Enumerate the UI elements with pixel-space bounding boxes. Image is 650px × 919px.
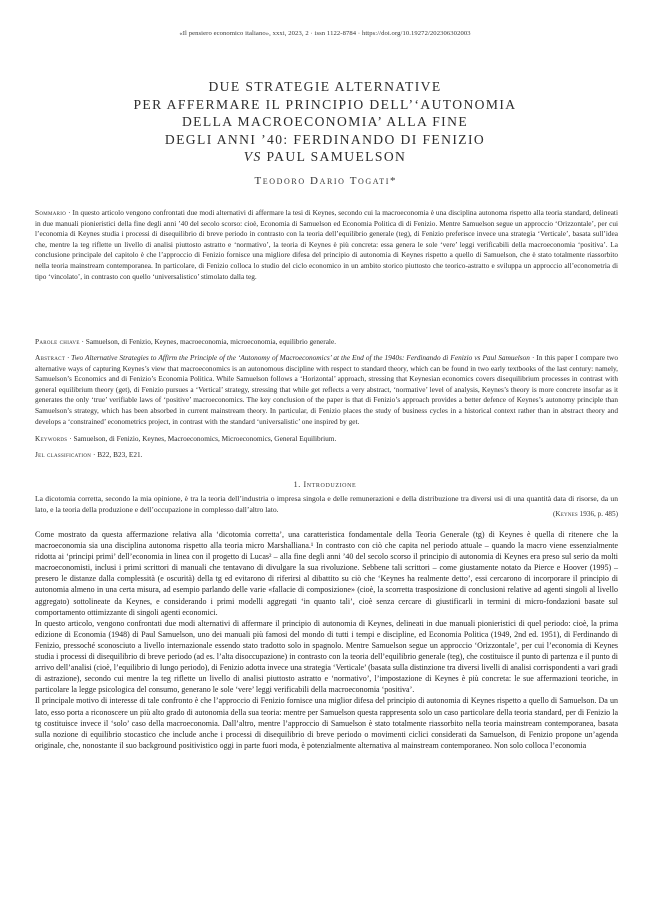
title-line-5 [60,148,590,166]
parole-chiave-text: · Samuelson, di Fenizio, Keynes, macroeconomia, microeconomia, equilibrio generale. [79,337,337,346]
epigraph-quote: La dicotomia corretta, secondo la mia opinione, è tra la teoria dell’industria o impresa singola e delle remunerazioni e della distribuzione tra diversi usi di una quantità data di risorse, da un lato, e la teoria della produzione e dell’occupazione in complesso dall’altro lato. [35,494,618,514]
epigraph-ref-author: Keynes [555,510,578,518]
section-heading: 1. Introduzione [293,480,357,489]
title-line-1: DUE STRATEGIE ALTERNATIVE [208,79,442,94]
abstract-title: · Two Alternative Strategies to Affirm the Principle of the ‘Autonomy of Macroeconomics’ at the End of the 1940s: Ferdinando di Fenizio vs Paul Samuelson [65,353,530,362]
epigraph-ref-rest: 1936, p. 485) [577,510,618,518]
jel-paragraph [35,450,618,461]
jel-text: · B22, B23, E21. [91,450,143,459]
epigraph-reference [553,510,618,518]
sommario-paragraph [35,208,618,282]
abstract-text: · In this paper I compare two alternative ways of capturing Keynes’s view that macroeconomics is an autonomous discipline with respect to standard theory, which can be found in two early textbooks of the last century: namely, Samuelson’s Economics and di Fenizio’s Economia Politica. While Samuelson follows a ‘Horizontal’ approach, stressing that Keynesian economics covers disequilibrium processes in contrast with general equilibrium theory (get), di Fenizio pursues a ‘Vertical’ strategy, stressing that while get reflects a very abstract, ‘normative’ level of analysis, Keynes’s theory is more concrete insofar as it generates the only ‘true’ verifiable laws of ‘positive’ macroeconomics. The key conclusion of the paper is that di Fenizio’s approach provides a better defence of Keynes’s autonomy principle than Samuelson’s strategy, which has been absorbed in current mainstream theory. In particular, di Fenizio places the study of business cycles in a historical context rather than in abstract theory and develops a ‘constrained’ econometrics project, in contrast with the standard ‘universalistic’ one inspired by get. [35,353,618,426]
title-line-2: PER AFFERMARE IL PRINCIPIO DELL’‘AUTONOMIA [133,96,517,112]
author-footnote-mark: * [390,175,396,187]
article-title [60,78,590,166]
sommario-text: · In questo articolo vengono confrontati due modi alternativi di affermare la tesi di Keynes, secondo cui la macroeconomia è una disciplina autonoma rispetto alla teoria standard, delineati in due manuali pionieristici della fine degli anni ’40 del secolo scorso: cioè, Economia di Samuelson ed Economia Politica di di Fenizio. Mentre Samuelson segue un approccio ‘Orizzontale’, per cui l’economia di Keynes studia i processi di disequilibrio di breve periodo in contrasto con la teoria dell’equilibrio generale (teg), di Fenizio preferisce invece una strategia ‘Verticale’, basata sull’idea che, mentre la teg riflette un livello di analisi piuttosto astratto e ‘normativo’, la teoria di Keynes è più concreta: essa genera le sole ‘vere’ leggi verificabili della macroeconomia ‘positiva’. La conclusione principale del capitolo è che l’approccio di Fenizio fornisce una migliore difesa del principio di autonomia di Keynes rispetto a quello di Samuelson, che è stato totalmente riassorbito nella teoria mainstream contemporanea. In particolare, di Fenizio colloca lo studio del ciclo economico in un ambito storico piuttosto che teorico-astratto e sviluppa un approccio all’econometria di tipo ‘vincolato’, in contrasto con quello ‘universalistico’ stimolato dalla teg. [35,208,618,281]
abstract-label: Abstract [35,353,66,362]
journal-header: «Il pensiero economico italiano», xxxi, 2023, 2 · issn 1122-8784 · https://doi.org/10.19272/202306302003 [179,30,471,37]
epigraph-ref-open: ( [552,510,556,518]
keywords-text: · Samuelson, di Fenizio, Keynes, Macroeconomics, Microeconomics, General Equilibrium. [67,434,337,443]
author-name [0,175,650,187]
keywords-label: Keywords [35,434,68,443]
body-text [35,529,618,751]
abstract-paragraph [35,353,618,427]
body-paragraph-2: In questo articolo, vengono confrontati due modi alternativi di affermare il principio di autonomia di Keynes, delineati in due manuali pionieristici di quel periodo: cioè, la prima edizione di Economia (1948) di Paul Samuelson, uno dei manuali più famosi del mondo di tutti i tempi e discipline, ed Economia Politica (1949, 2nd ed. 1951), di Ferdinando di Fenizio, pressoché sconosciuto a livello internazionale essendo stato tradotto solo in spagnolo. Mentre Samuelson segue un approccio ‘Orizzontale’, per cui l’economia di Keynes studia i processi di disequilibrio di breve periodo (ad es. l’alta disoccupazione) in contrasto con la teoria dell’equilibrio generale (teg), che costituisce il punto di partenza e il punto di arrivo dell’analisi (cioè, l’equilibrio di lungo periodo), di Fenizio adotta invece una strategia ‘Verticale’ (basata sulla distinzione tra diversi livelli di analisi corrispondenti a vari gradi di astrazione), secondo cui mentre la teg riflette un livello di analisi piuttosto astratto e ‘normativo’, l’impostazione di Keynes è più concreta: le sue affermazioni teoriche, in particolare la legge psicologica del consumo, generano le sole ‘vere’ leggi verificabili della macroeconomia ‘positiva’. [35,618,618,695]
body-paragraph-3: Il principale motivo di interesse di tale confronto è che l’approccio di Fenizio fornisce una miglior difesa del principio di autonomia di Keynes rispetto a quello di Samuelson. Da un lato, esso porta a riconoscere un più alto grado di autonomia della sua teoria: mentre per Samuelson questa rappresenta solo un caso particolare della teoria standard, per di Fenizio la tg costituisce invece il ‘solo’ caso della macroeconomia. Dall’altro, mentre l’approccio di Samuelson è stato totalmente riassorbito nella teoria mainstream contemporanea, basata sulla nozione di equilibrio stocastico che include anche i processi di disequilibrio di breve periodo o movimenti ciclici considerati da Samuelson, di Fenizio propone un’agenda originale, che, nonostante il suo background positivistico oggi in parte fuori moda, è potenzialmente alternativa al mainstream contemporaneo. Non solo colloca l’economia [35,696,618,750]
sommario-label: Sommario [35,208,67,217]
parole-chiave-label: Parole chiave [35,337,80,346]
title-line-5-rest: PAUL SAMUELSON [261,149,407,165]
title-line-4: DEGLI ANNI ’40: FERDINANDO DI FENIZIO [164,131,486,147]
title-vs: VS [243,149,262,165]
keywords-paragraph [35,434,618,445]
parole-chiave-paragraph [35,337,618,348]
title-line-3: DELLA MACROECONOMIA’ ALLA FINE [181,114,469,130]
body-paragraph-1: Come mostrato da questa affermazione relativa alla ‘dicotomia corretta’, una caratteristica fondamentale della Teoria Generale (tg) di Keynes è quella di ritenere che la macroeconomia sia una disciplina autonoma rispetto alla teoria micro Marshalliana.¹ In contrasto con ciò che capita nel periodo attuale – quando la macro viene essenzialmente ridotta ai ‘principi primi’ dell’economia in linea con il progetto di Lucas² – alla fine degli anni ’40 del secolo scorso il principio di autonomia di Keynes era preso sul serio da molti macroeconomisti, inclusi i primi scrittori di manuali che tentavano di divulgare la sua rivoluzione. Sebbene tali scrittori – come giustamente notato da Pierce e Hoover (1995) – presero le distanze dalla complessità (e oscurità) della tg ed evitarono di riferirsi al dibattito su ciò che ‘Keynes ha realmente detto’, essi cercarono di incorporare il principio di autonomia almeno in una certa misura, ad esempio parlando delle varie «fallacie di composizione» (cioè, la scorretta trasposizione di conclusioni relative ad agenti singoli al livello aggregato) sottolineate da Keynes, e considerando i primi modelli aggregati ‘in quanto tali’, cioè senza cercare di giustificarli in termini di micro-fondazioni basate sul comportamento ottimizzante di singoli agenti economici. [35,530,618,617]
jel-label: Jel classification [35,450,92,459]
author-text: Teodoro Dario Togati [254,175,391,187]
